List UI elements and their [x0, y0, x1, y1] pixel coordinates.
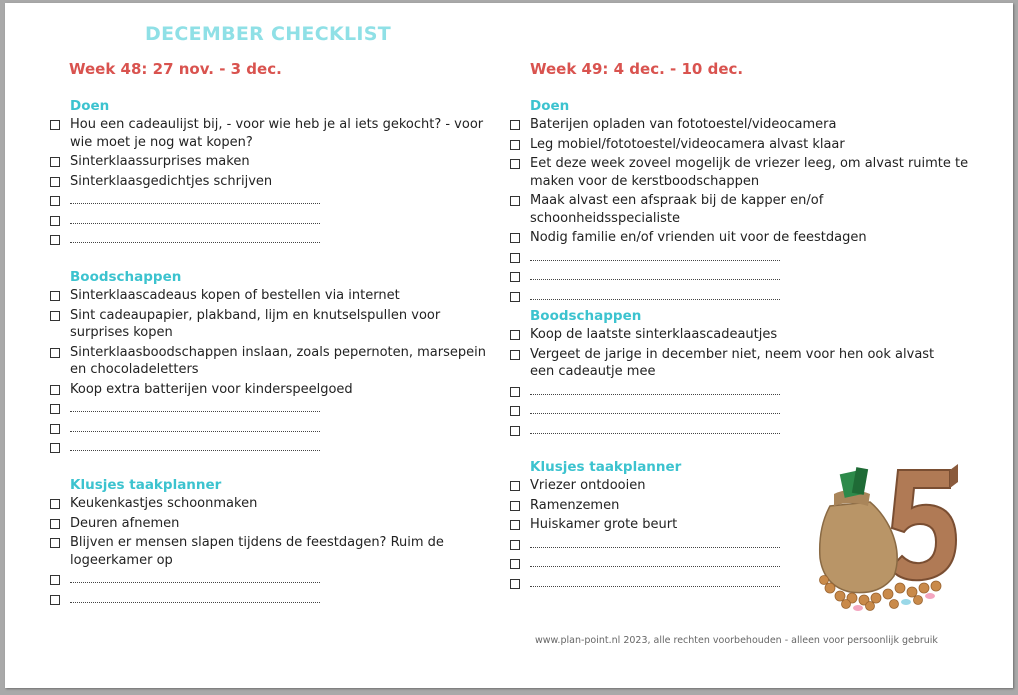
section-heading: Klusjes taakplanner	[530, 459, 682, 475]
checklist-item	[50, 307, 490, 342]
section-heading: Doen	[530, 98, 570, 114]
checkbox-icon[interactable]	[510, 253, 520, 263]
checklist-item	[510, 477, 800, 495]
checklist-item	[50, 439, 490, 457]
checklist-item-text: Ramenzemen	[530, 497, 620, 513]
checklist-item-text: Koop extra batterijen voor kinderspeelgoed	[70, 381, 353, 397]
checklist-item	[50, 534, 490, 569]
checklist-item	[510, 536, 800, 554]
checkbox-icon[interactable]	[50, 519, 60, 529]
checkbox-icon[interactable]	[510, 559, 520, 569]
checklist-item-text: Deuren afnemen	[70, 515, 180, 531]
checklist-item	[50, 173, 490, 191]
checkbox-icon[interactable]	[510, 292, 520, 302]
checkbox-icon[interactable]	[510, 406, 520, 416]
checkbox-icon[interactable]	[510, 579, 520, 589]
week-48-doen-section	[50, 96, 490, 251]
checklist-item-text: Blijven er mensen slapen tijdens de feestdagen? Ruim de logeerkamer op	[70, 535, 444, 568]
blank-dotted-line	[70, 192, 320, 204]
checkbox-icon[interactable]	[50, 157, 60, 167]
week-49-doen-section	[510, 96, 970, 307]
checkbox-icon[interactable]	[510, 272, 520, 282]
week-49-klusjes-section	[510, 457, 800, 594]
checkbox-icon[interactable]	[50, 499, 60, 509]
section-heading: Doen	[70, 98, 110, 114]
checkbox-icon[interactable]	[50, 595, 60, 605]
checklist-item-text: Sinterklaasboodschappen inslaan, zoals pepernoten, marsepein en chocoladeletters	[70, 344, 486, 377]
checklist-item	[510, 229, 970, 247]
checkbox-icon[interactable]	[50, 404, 60, 414]
checkbox-icon[interactable]	[510, 540, 520, 550]
checkbox-icon[interactable]	[510, 233, 520, 243]
checkbox-icon[interactable]	[50, 443, 60, 453]
jute-bag-icon	[820, 467, 897, 593]
checklist-item-text: Keukenkastjes schoonmaken	[70, 496, 258, 511]
checklist-item	[50, 192, 490, 210]
checklist-item	[510, 346, 960, 381]
checkbox-icon[interactable]	[510, 426, 520, 436]
checklist-item	[510, 268, 970, 286]
checklist-item	[510, 136, 970, 154]
checklist-item	[50, 153, 490, 171]
blank-dotted-line	[70, 439, 320, 451]
checkbox-icon[interactable]	[50, 291, 60, 301]
checkbox-icon[interactable]	[50, 385, 60, 395]
checkbox-icon[interactable]	[510, 387, 520, 397]
checklist-item-text: Maak alvast een afspraak bij de kapper en/of schoonheidsspecialiste	[530, 193, 824, 226]
week-48-title: Week 48: 27 nov. - 3 dec.	[69, 60, 282, 78]
checklist-item	[50, 116, 490, 151]
blank-dotted-line	[530, 536, 780, 548]
blank-dotted-line	[530, 422, 780, 434]
week-49-title: Week 49: 4 dec. - 10 dec.	[530, 60, 744, 78]
checklist-item	[50, 287, 490, 305]
week-48-klusjes-section	[50, 475, 490, 610]
footer-copyright: www.plan-point.nl 2023, alle rechten voorbehouden - alleen voor persoonlijk gebruik	[535, 635, 938, 646]
checkbox-icon[interactable]	[50, 216, 60, 226]
checklist-item	[510, 155, 970, 190]
checklist-item-text: Sinterklaasgedichtjes schrijven	[70, 173, 273, 189]
checkbox-icon[interactable]	[510, 350, 520, 360]
checklist-item	[510, 555, 800, 573]
checkbox-icon[interactable]	[510, 330, 520, 340]
checklist-item	[510, 575, 800, 593]
checklist-item	[510, 497, 800, 515]
checklist-item	[50, 591, 490, 609]
checklist-item	[50, 571, 490, 589]
chocolate-five-icon	[890, 464, 958, 580]
blank-dotted-line	[530, 402, 780, 414]
checkbox-icon[interactable]	[50, 196, 60, 206]
checklist-item-text: Nodig familie en/of vrienden uit voor de feestdagen	[530, 230, 867, 245]
checklist-item-text: Huiskamer grote beurt	[530, 517, 678, 532]
checklist-item-text: Koop de laatste sinterklaascadeautjes	[530, 327, 778, 342]
blank-dotted-line	[530, 575, 780, 587]
sinterklaas-illustration	[810, 458, 960, 613]
checklist-item	[50, 400, 490, 418]
checklist-item-text: Hou een cadeaulijst bij, - voor wie heb je al iets gekocht? - voor wie moet je nog wat kopen?	[70, 117, 484, 150]
blank-dotted-line	[70, 591, 320, 603]
blank-dotted-line	[70, 571, 320, 583]
blank-dotted-line	[70, 231, 320, 243]
checklist-item-text: Sinterklaassurprises maken	[70, 154, 250, 169]
blank-dotted-line	[70, 420, 320, 432]
section-heading: Boodschappen	[530, 308, 642, 324]
checklist-item	[510, 249, 970, 267]
checkbox-icon[interactable]	[510, 120, 520, 130]
checkbox-icon[interactable]	[510, 196, 520, 206]
blank-dotted-line	[530, 268, 780, 280]
blank-dotted-line	[530, 383, 780, 395]
week-48-boodschappen-section	[50, 267, 490, 459]
checkbox-icon[interactable]	[50, 177, 60, 187]
checklist-item	[50, 231, 490, 249]
page-title: DECEMBER CHECKLIST	[145, 23, 391, 45]
blank-dotted-line	[70, 212, 320, 224]
checkbox-icon[interactable]	[510, 140, 520, 150]
checkbox-icon[interactable]	[50, 235, 60, 245]
checkbox-icon[interactable]	[510, 481, 520, 491]
checklist-item	[50, 495, 490, 513]
checkbox-icon[interactable]	[50, 538, 60, 548]
checklist-item	[510, 383, 960, 401]
checklist-item	[50, 381, 490, 399]
checklist-item-text: Vergeet de jarige in december niet, neem voor hen ook alvast een cadeautje mee	[530, 346, 935, 379]
checkbox-icon[interactable]	[510, 520, 520, 530]
checklist-item-text: Vriezer ontdooien	[530, 478, 646, 493]
checklist-item	[50, 212, 490, 230]
document-page	[5, 3, 1013, 688]
checklist-item	[510, 192, 970, 227]
checklist-item-text: Leg mobiel/fototoestel/videocamera alvast klaar	[530, 136, 845, 152]
checklist-item-text: Baterijen opladen van fototoestel/videocamera	[530, 117, 837, 132]
checklist-item	[510, 326, 960, 344]
checklist-item	[50, 344, 490, 379]
week-49-boodschappen-section	[510, 306, 960, 441]
blank-dotted-line	[530, 249, 780, 261]
checkbox-icon[interactable]	[50, 311, 60, 321]
checkbox-icon[interactable]	[50, 424, 60, 434]
section-heading: Boodschappen	[70, 269, 182, 285]
checklist-item	[510, 516, 800, 534]
checklist-item	[510, 422, 960, 440]
checklist-item	[510, 402, 960, 420]
checklist-item-text: Sint cadeaupapier, plakband, lijm en knutselspullen voor surprises kopen	[70, 307, 441, 340]
blank-dotted-line	[70, 400, 320, 412]
checklist-item	[510, 116, 970, 134]
blank-dotted-line	[530, 288, 780, 300]
checklist-item-text: Eet deze week zoveel mogelijk de vriezer leeg, om alvast ruimte te maken voor de kerstboodschappen	[530, 156, 969, 189]
checkbox-icon[interactable]	[50, 348, 60, 358]
checklist-item-text: Sinterklaascadeaus kopen of bestellen via internet	[70, 288, 400, 303]
checklist-item	[510, 288, 970, 306]
checkbox-icon[interactable]	[50, 575, 60, 585]
checkbox-icon[interactable]	[50, 120, 60, 130]
checklist-item	[50, 515, 490, 533]
checkbox-icon[interactable]	[510, 501, 520, 511]
blank-dotted-line	[530, 555, 780, 567]
checkbox-icon[interactable]	[510, 159, 520, 169]
section-heading: Klusjes taakplanner	[70, 477, 222, 493]
checklist-item	[50, 420, 490, 438]
